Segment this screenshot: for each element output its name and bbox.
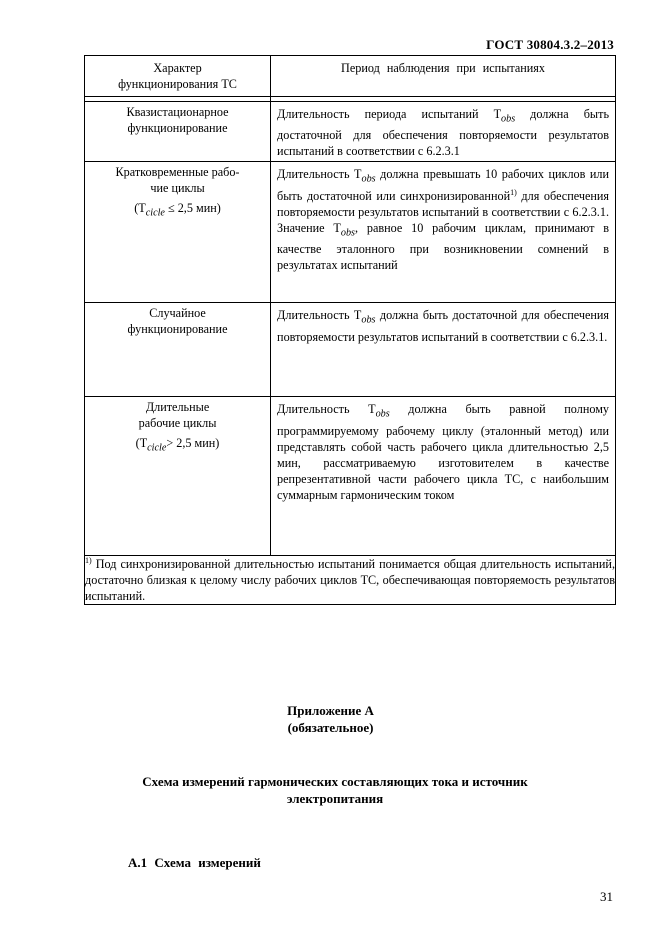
document-code: ГОСТ 30804.3.2–2013 — [486, 37, 614, 52]
mode-line: Кратковременные рабо- — [115, 165, 240, 180]
subscript: obs — [361, 173, 376, 185]
table-footnote-row — [85, 556, 616, 605]
period-cell — [271, 397, 616, 556]
mode-cell — [85, 303, 271, 397]
table-row — [85, 303, 616, 397]
column-header-mode-line1: Характер — [153, 61, 202, 75]
subscript: cicle — [147, 442, 167, 454]
subscript: obs — [340, 227, 355, 239]
appendix-heading — [0, 702, 661, 736]
period-cell — [271, 303, 616, 397]
text-run: Длительность T — [277, 167, 362, 182]
text-run: Длительность T — [277, 308, 362, 323]
table-row — [85, 102, 616, 162]
text-run: , равное 10 рабочим циклам, принимают в качестве эталонного при возникновении сомнений в результатах испытаний — [277, 220, 609, 273]
scheme-title: Схема измерений гармонических составляющих тока и источник электропитания — [142, 774, 528, 806]
mode-cell — [85, 397, 271, 556]
subscript: cicle — [145, 207, 165, 219]
appendix-title: Приложение А — [287, 703, 374, 718]
column-header-period: Период наблюдения при испытаниях — [271, 56, 616, 97]
table-row — [85, 162, 616, 303]
mode-line: Квазистационарное — [126, 105, 229, 119]
table-header-row — [85, 56, 616, 97]
text-run: должна быть достаточной для обеспечения повторяемости результатов испытаний в соответствии с 6.2.3.1 — [277, 107, 610, 159]
mode-cell — [85, 162, 271, 303]
mode-line: рабочие циклы — [138, 416, 217, 431]
mode-line: функционирование — [127, 121, 228, 135]
mode-line: Длительные — [145, 400, 210, 415]
mode-line: функционирование — [127, 322, 228, 337]
column-header-mode-line2: функционирования ТС — [118, 77, 237, 91]
text-run: > 2,5 мин) — [166, 436, 220, 451]
mode-condition — [89, 200, 266, 221]
text-run: Длительность T — [277, 402, 376, 417]
table-footnote — [85, 556, 616, 605]
mode-line: Случайное — [149, 306, 206, 321]
text-run: (T — [135, 436, 148, 451]
footnote-ref: 1) — [510, 187, 517, 197]
table-row — [85, 397, 616, 556]
text-run: должна превышать 10 рабочих циклов или быть достаточной или синхронизированной — [277, 167, 610, 203]
text-run: для обеспечения повторяемости результатов испытаний в соответствии с 6.2.3.1. Значение T — [277, 188, 610, 235]
column-header-mode — [85, 56, 271, 97]
mode-line: чие циклы — [150, 181, 205, 196]
period-cell — [271, 162, 616, 303]
text-run: должна быть достаточной для обеспечения повторяемости результатов испытаний в соответствии с 6.2.3.1. — [277, 308, 610, 344]
subscript: obs — [501, 113, 516, 125]
footnote-text: Под синхронизированной длительностью испытаний понимается общая длительность испытаний, достаточно близкая к целому числу рабочих циклов ТС, обеспечивающая повторяемость результатов испытаний. — [85, 557, 615, 604]
footnote-mark: 1) — [85, 556, 92, 566]
mode-condition — [89, 435, 266, 456]
period-cell — [271, 102, 616, 162]
text-run: Длительность периода испытаний T — [277, 107, 502, 121]
text-run: ≤ 2,5 мин) — [164, 201, 221, 216]
subscript: obs — [361, 314, 376, 326]
appendix-subtitle: (обязательное) — [287, 720, 374, 735]
observation-period-table — [84, 55, 616, 605]
subscript: obs — [375, 408, 390, 420]
text-run: должна быть равной полному программируемому рабочему циклу (эталонный метод) или представлять собой часть рабочего цикла длительностью 2,5 мин, рассматриваемую изготовителем в качестве репрезентативной части рабочего цикла ТС, с наибольшим суммарным гармоническим током — [277, 402, 610, 502]
page-number: 31 — [600, 889, 613, 904]
mode-cell — [85, 102, 271, 162]
section-heading: А.1 Схема измерений — [128, 855, 261, 870]
text-run: (T — [134, 201, 146, 216]
